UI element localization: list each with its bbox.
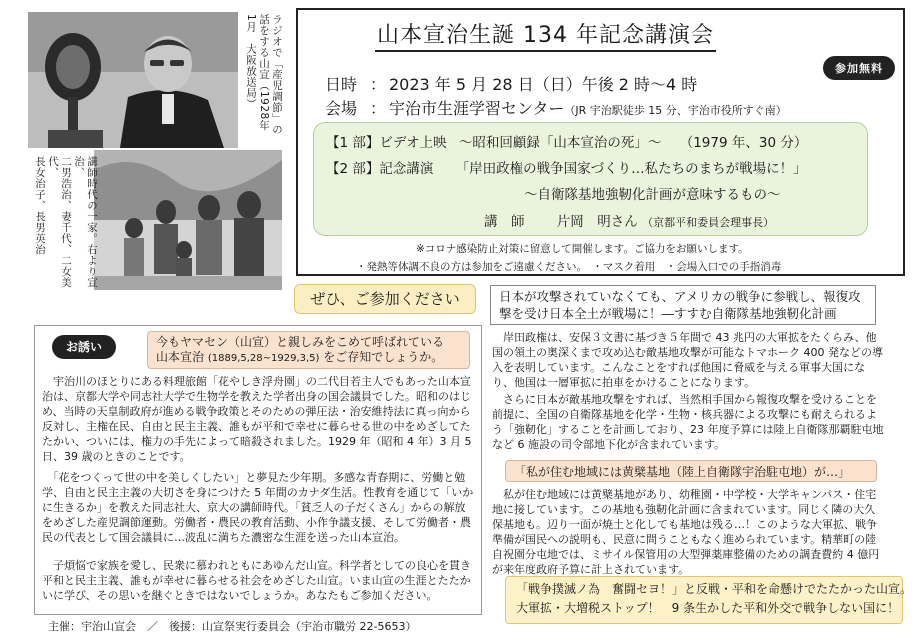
program-part2: [326, 157, 807, 177]
right-paragraph-3: 私が住む地域には黄檗基地があり、幼稚園・中学校・大学キャンパス・住宅地に接しています。この基地も強靭化計画に含まれています。同じく隣の大久保基地も。辺り一面が焼土と化しても基地は残る…！このような大軍拡、戦争準備が国民への説明も、民意に問うこともなく進められています。精華町の陸自祝園分屯地では、ミサイル保管用の大型弾薬庫整備のための調査費約 4 億円が来年度政府予算に計上されています。: [492, 488, 880, 576]
photo-radio-speech: [28, 12, 238, 148]
slogan-line-1: 「戦争撲滅ノ為 奮闘セヨ！」と反戦・平和を命懸けでたたかった山宣。: [516, 582, 913, 596]
right-subheadline: 「私が住む地域には黄檗基地（陸上自衛隊宇治駐屯地）が…」: [505, 460, 877, 482]
venue-value: 宇治市生涯学習センター: [389, 99, 565, 118]
caption-line: 長女治子、長男英治: [34, 156, 46, 255]
lecturer-name: 片岡 明さん: [556, 214, 638, 230]
date-value: 2023 年 5 月 28 日（日）午後 2 時～4 時: [389, 75, 698, 94]
photo-family-caption: [33, 156, 98, 306]
photo-family: [94, 150, 282, 290]
covid-notice: ※コロナ感染防止対策に留意して開催します。ご協力をお願いします。: [416, 243, 749, 255]
venue-note: （JR 宇治駅徒歩 15 分、宇治市役所すぐ南）: [564, 104, 787, 117]
program-box: [313, 122, 868, 236]
invite-headline-line2: [156, 350, 461, 366]
program-part1: [326, 131, 807, 151]
part1-year: （1979 年、30 分）: [679, 135, 808, 151]
caption-line: 話をする山宣（1928年: [258, 14, 270, 131]
right-headline: 日本が攻撃されていなくても、アメリカの戦争に参戦し、報復攻撃を受け日本全土が戦場に！―すすむ自衛隊基地強靭化計画: [490, 285, 876, 325]
date-key: 日時: [325, 75, 358, 94]
invite-tag: お誘い: [52, 335, 116, 359]
free-admission-badge: 参加無料: [823, 56, 895, 80]
caption-line: 講師時代の一家。右より宣治、: [73, 156, 98, 288]
invite-head-name: 山本宣治: [156, 350, 205, 364]
date-colon: ：: [369, 75, 386, 94]
anti-war-slogan-box: [505, 576, 913, 624]
invite-paragraph-3: 子煩悩で家族を愛し、民衆に慕われともにあゆんだ山宣。科学者としての良心を貫き平和と民主主義、誰もが幸せに暮らせる社会をめざした山宣。いま山宣の生涯とたたかいに学び、その思いを継ぐときではないでしょうか。あなたもご参加ください。: [42, 559, 471, 602]
lecturer: [484, 210, 774, 230]
invite-headline-line1: 今もヤマセン（山宣）と親しみをこめて呼ばれている: [156, 335, 445, 349]
part1-label: 【1 部】ビデオ上映: [326, 135, 447, 151]
photo-radio-caption: [244, 14, 283, 154]
event-venue: [325, 96, 787, 119]
right-paragraph-1: 岸田政権は、安保３文書に基づき５年間で 43 兆円の大軍拡をたくらみ、他国の領土の奥深くまで攻め込む敵基地攻撃が可能なトマホーク 400 発などの導入を表明しています。こんなことをすれば他国に脅威を与える軍事大国になり、他国は一層軍拡に拍車をかけることになります。: [492, 331, 883, 389]
caption-line: ラジオで「産児調節」の: [271, 14, 283, 135]
event-title: 山本宣治生誕 134 年記念講演会: [375, 18, 716, 52]
invite-head-question: をご存知でしょうか。: [323, 350, 444, 364]
caption-line: 二男浩治、妻千代、二女美代、: [47, 156, 72, 288]
lecturer-org: （京都平和委員会理事長）: [642, 216, 775, 229]
part1-title: ～昭和回顧録「山本宣治の死」～: [458, 135, 662, 151]
part2-title: 「岸田政権の戦争国家づくり…私たちのまちが戦場に！」: [455, 161, 807, 177]
join-call-to-action: ぜひ、ご参加ください: [294, 284, 476, 314]
organizer-footer: 主催：宇治山宣会 ／ 後援：山宣祭実行委員会（宇治市職労 22-5653）: [48, 620, 417, 633]
health-notice: ・発熱等体調不良の方は参加をご遠慮ください。 ・マスク着用 ・会場入口での手指消毒: [356, 261, 782, 273]
venue-colon: ：: [369, 99, 386, 118]
part2-subtitle: ～自衛隊基地強靭化計画が意味するもの～: [524, 187, 781, 203]
invite-head-dates: (1889,5,28~1929,3,5): [207, 353, 320, 364]
event-info-box: [296, 8, 905, 276]
venue-key: 会場: [325, 99, 358, 118]
lecturer-label: 講 師: [484, 214, 525, 230]
invite-paragraph-2: 「花をつくって世の中を美しくしたい」と夢見た少年期。多感な青春期に、労働と勉学、自由と民主主義の大切さを身につけた 5 年間のカナダ生活。性教育を通じて「いかに生きるか」を教えた同志社大、京大の講師時代。「貧乏人の子だくさん」からの解放をめざした産児調節運動。労働者・農民の教育活動、小作争議支援、そして労働者・農民の代表として国会議員に…波乱に満ちた濃密な生涯を送った山本宣治。: [42, 471, 474, 544]
caption-line: 1月 大阪放送局）: [245, 14, 257, 110]
part2-label: 【2 部】記念講演: [326, 161, 434, 177]
invite-paragraph-1: 宇治川のほとりにある料理旅館「花やしき浮舟園」の二代目若主人でもあった山本宣治は、京都大学や同志社大学で生物学を教えた学者出身の国会議員でした。昭和のはじめ、当時の天皇制政府が進める戦争政策とそのための弾圧法・治安維持法に真っ向から反対し、主権在民、自由と民主主義、誰もが平和で幸せに暮らせる世の中をめざしてたたかい、ついには、権力の手先によって暗殺されました。1929 年（昭和 4 年）3 月 5 日、39 歳のときのことです。: [42, 375, 472, 463]
invite-headline: [147, 331, 470, 369]
right-paragraph-2: さらに日本が敵基地攻撃をすれば、当然相手国から報復攻撃を受けることを前提に、全国の自衛隊基地を化学・生物・核兵器による攻撃にも耐えられるよう「強靭化」することを計画しており、23 年度予算には陸上自衛隊那覇駐屯地など 6 施設の司令部地下化が含まれています。: [492, 393, 884, 451]
event-date: [325, 72, 697, 95]
slogan-line-2: 大軍拡・大増税ストップ！ 9 条生かした平和外交で戦争しない国に！: [516, 601, 900, 615]
